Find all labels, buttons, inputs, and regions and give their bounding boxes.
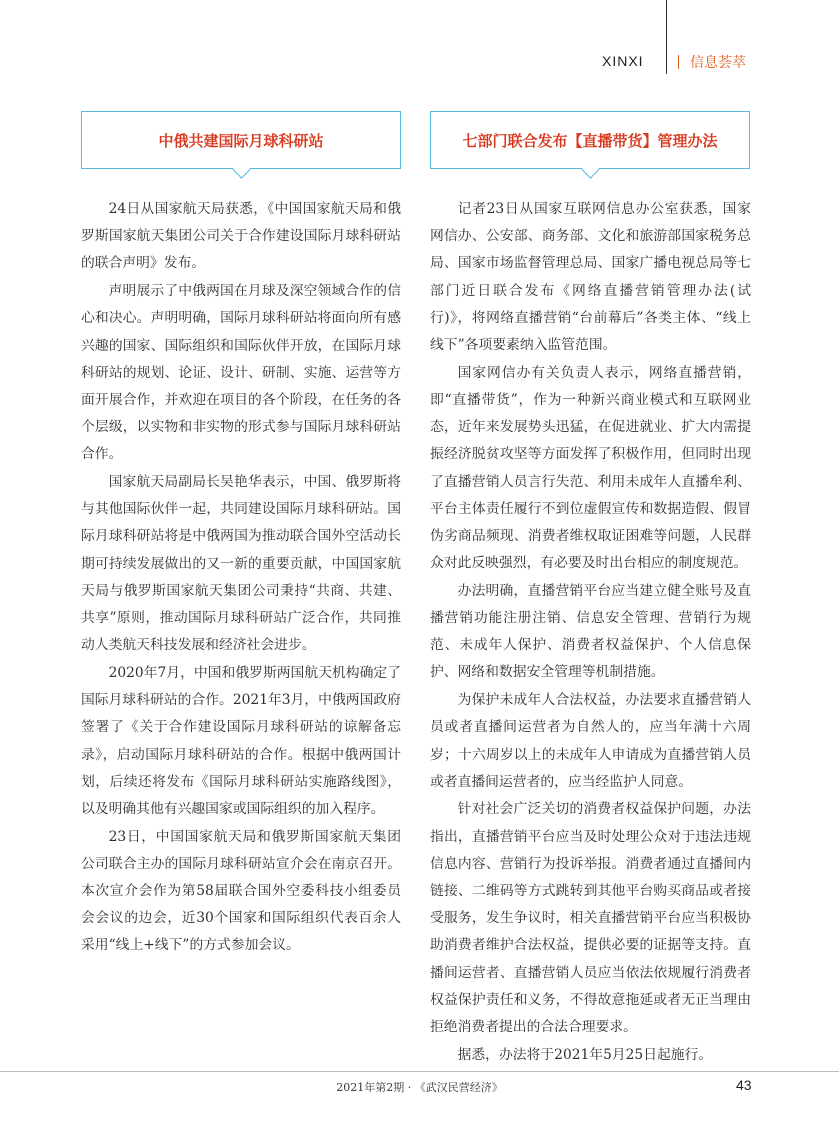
paragraph: 办法明确，直播营销平台应当建立健全账号及直播营销功能注册注销、信息安全管理、营销行为规范、未成年人保护、消费者权益保护、个人信息保护、网络和数据安全管理等机制措施。	[430, 582, 751, 681]
paragraph: 国家网信办有关负责人表示，网络直播营销，即“直播带货”，作为一种新兴商业模式和互联网业态，近年来发展势头迅猛，在促进就业、扩大内需提振经济脱贫攻坚等方面发挥了积极作用，但同时出现了直播营销人员言行失范、利用未成年人直播牟利、平台主体责任履行不到位虚假宣传和数据造假、假冒伪劣商品频现、消费者维权取证困难等问题，人民群众对此反映强烈，有必要及时出台相应的制度规范。	[430, 364, 751, 572]
paragraph: 为保护未成年人合法权益，办法要求直播营销人员或者直播间运营者为自然人的，应当年满十六周岁；十六周岁以上的未成年人申请成为直播营销人员或者直播间运营者的，应当经监护人同意。	[430, 692, 751, 790]
right-article-title-text: 七部门联合发布【直播带货】管理办法	[462, 131, 718, 150]
section-label-cn: 信息荟萃	[690, 55, 746, 71]
paragraph: 国家航天局副局长吴艳华表示，中国、俄罗斯将与其他国际伙伴一起，共同建设国际月球科研站。国际月球科研站将是中俄两国为推动联合国外空活动长期可持续发展做出的又一新的重要贡献，中国国家航天局与俄罗斯国家航天集团公司秉持“共商、共建、共享”原则，推动国际月球科研站广泛合作，共同推动人类航天科技发展和经济社会进步。	[81, 474, 401, 654]
left-article-title	[81, 111, 401, 169]
paragraph: 23日，中国国家航天局和俄罗斯国家航天集团公司联合主办的国际月球科研站宣介会在南京召开。本次宣介会作为第58届联合国外空委科技小组委员会会议的边会，近30个国家和国际组织代表百余人采用“线上+线下”的方式参加会议。	[81, 828, 401, 954]
section-label-en: XINXI	[602, 53, 644, 69]
header-divider-line	[666, 0, 667, 74]
left-article-title-text: 中俄共建国际月球科研站	[158, 131, 324, 150]
left-article-body	[81, 196, 401, 960]
paragraph: 针对社会广泛关切的消费者权益保护问题，办法指出，直播营销平台应当及时处理公众对于违法违规信息内容、营销行为投诉举报。消费者通过直播间内链接、二维码等方式跳转到其他平台购买商品或者接受服务，发生争议时，相关直播营销平台应当积极协助消费者维护合法权益，提供必要的证据等支持。直播间运营者、直播营销人员应当依法依规履行消费者权益保护责任和义务，不得故意拖延或者无正当理由拒绝消费者提出的合法合理要求。	[430, 801, 751, 1036]
footer-rule	[0, 1071, 839, 1072]
paragraph: 24日从国家航天局获悉，《中国国家航天局和俄罗斯国家航天集团公司关于合作建设国际月球科研站的联合声明》发布。	[81, 201, 401, 272]
paragraph: 2020年7月，中国和俄罗斯两国航天机构确定了国际月球科研站的合作。2021年3月，中俄两国政府签署了《关于合作建设国际月球科研站的谅解备忘录》，启动国际月球科研站的合作。根据中俄两国计划，后续还将发布《国际月球科研站实施路线图》，以及明确其他有兴趣国家或国际组织的加入程序。	[81, 664, 401, 817]
right-article-body	[430, 196, 751, 1070]
right-article-title	[430, 111, 750, 169]
paragraph: 记者23日从国家互联网信息办公室获悉，国家网信办、公安部、商务部、文化和旅游部国家税务总局、国家市场监督管理总局、国家广播电视总局等七部门近日联合发布《网络直播营销管理办法(试行)》，将网络直播营销“台前幕后”各类主体、“线上线下”各项要素纳入监管范围。	[430, 201, 751, 354]
paragraph: 声明展示了中俄两国在月球及深空领域合作的信心和决心。声明明确，国际月球科研站将面向所有感兴趣的国家、国际组织和国际伙伴开放，在国际月球科研站的规划、论证、设计、研制、实施、运营等方面开展合作，并欢迎在项目的各个阶段，在任务的各个层级，以实物和非实物的形式参与国际月球科研站合作。	[81, 283, 401, 463]
paragraph: 据悉，办法将于2021年5月25日起施行。	[457, 1046, 713, 1063]
section-separator	[678, 55, 679, 69]
page-number: 43	[736, 1077, 752, 1093]
footer-issue: 2021年第2期 · 《武汉民营经济》	[336, 1081, 503, 1094]
